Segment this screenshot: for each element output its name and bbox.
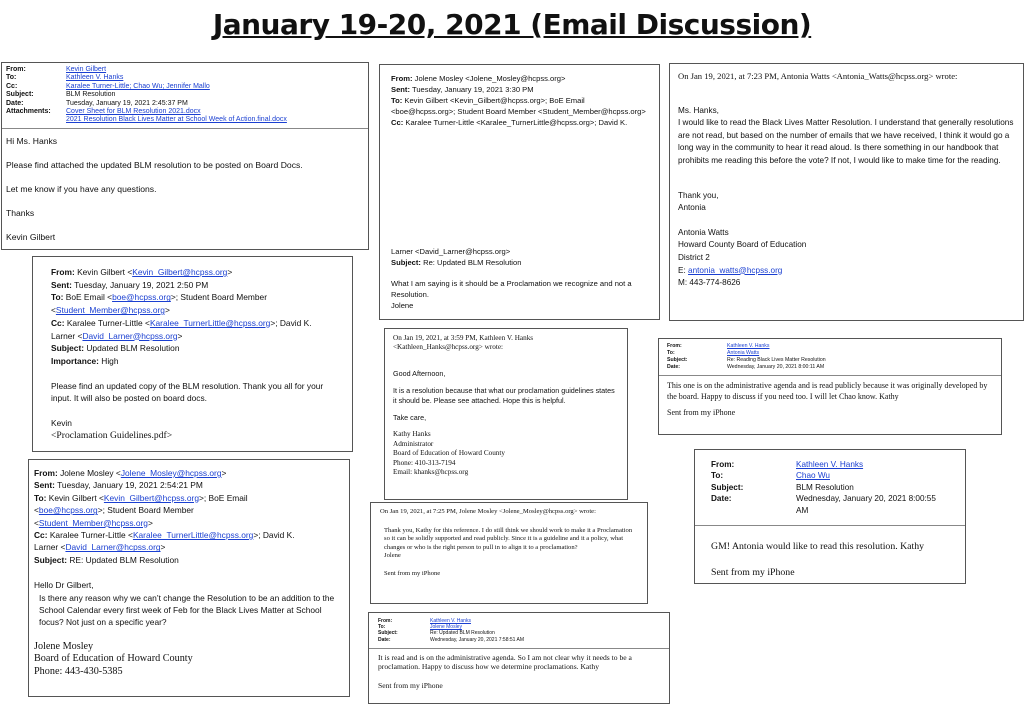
greeting: Ms. Hanks, [678, 105, 719, 115]
header-value: Tuesday, January 19, 2021 3:30 PM [411, 85, 534, 94]
greeting: Hello Dr Gilbert, [34, 580, 94, 591]
header-value: > [160, 542, 166, 553]
email-card-mosley-reply [379, 64, 660, 320]
attachment-link[interactable]: Cover Sheet for BLM Resolution 2021.docx [66, 108, 201, 116]
header-key: Sent: [34, 480, 55, 491]
body-paragraph: Please find attached the updated BLM resolution to be posted on Board Docs. [6, 159, 303, 170]
header-cc-cont [34, 541, 344, 553]
header-cc [391, 117, 648, 128]
sig-org: Howard County Board of Education [678, 240, 807, 250]
header-key: Attachments: [6, 108, 51, 116]
header-key: From: [378, 618, 393, 624]
header-key: From: [711, 460, 735, 469]
sig-org: Board of Education of Howard County [34, 653, 193, 665]
header-row [6, 74, 364, 82]
header-value: >; Student Board Member [170, 292, 267, 303]
email-card-mosley-proclamation [370, 502, 648, 604]
header-key: To: [667, 350, 675, 356]
closing: Thank you, [678, 190, 719, 200]
email-body-block [695, 526, 965, 584]
header-row [6, 116, 364, 124]
email-link[interactable]: Student_Member@hcpss.org [55, 305, 165, 316]
header-link[interactable]: Kathleen V. Hanks [727, 343, 770, 349]
email-card-hanks-to-watts [658, 338, 1002, 435]
body-paragraph: Thanks [6, 207, 35, 218]
sig-district: District 2 [678, 252, 710, 262]
email-header-block [659, 339, 1001, 375]
header-value: >; David K. [270, 317, 312, 328]
header-key: Subject: [391, 258, 421, 267]
sig-phone: Phone: 410-313-7194 [393, 458, 456, 467]
header-row [378, 637, 660, 643]
header-subject [391, 257, 651, 268]
header-link[interactable]: Kathleen V. Hanks [796, 460, 864, 469]
header-key: Date: [6, 99, 24, 107]
email-header-block [695, 450, 965, 525]
header-value: Wednesday, January 20, 2021 7:58:51 AM [430, 636, 525, 643]
header-value: Kevin Gilbert <Kevin_Gilbert@hcpss.org>; BoE Email <boe@hcpss.org>; Student Board Member <Student_Member@hcpss.org> [391, 96, 646, 116]
header-key [6, 116, 66, 124]
header-key: Date: [378, 636, 391, 643]
header-row [6, 108, 364, 116]
email-body: It is a resolution because that what our proclamation guidelines states it should be. Please see attached. Hope this is helpful. [393, 386, 615, 405]
header-key: Sent: [391, 85, 410, 94]
header-value: Wednesday, January 20, 2021 8:00:11 AM [727, 364, 825, 370]
header-key: Subject: [667, 357, 688, 363]
header-link[interactable]: Antonia Watts [727, 350, 760, 356]
email-link[interactable]: David_Larner@hcpss.org [82, 330, 178, 341]
header-to-cont [34, 517, 344, 529]
sig-email [678, 265, 1015, 278]
header-value: >; Student Board Member [97, 505, 194, 516]
email-card-hanks-reply [384, 328, 628, 500]
email-intro: On Jan 19, 2021, at 7:23 PM, Antonia Watts <Antonia_Watts@hcpss.org> wrote: [678, 71, 958, 81]
email-card-gilbert-to-hanks [1, 62, 369, 250]
header-value: > [147, 517, 153, 528]
header-link[interactable]: Kathleen V. Hanks [66, 74, 124, 82]
header-row [6, 83, 364, 91]
header-from [51, 266, 334, 279]
header-value: BoE Email < [65, 292, 113, 303]
header-key: From: [51, 267, 75, 277]
header-value: Kevin Gilbert < [77, 267, 133, 277]
header-key: Subject: [711, 482, 744, 492]
greeting: Hi Ms. Hanks [6, 135, 58, 146]
email-card-hanks-to-wu [694, 449, 966, 584]
email-link[interactable]: antonia_watts@hcpss.org [688, 265, 783, 275]
header-key: Cc: [391, 118, 404, 127]
sig-title: Administrator [393, 439, 434, 448]
header-key: To: [34, 492, 47, 503]
email-link[interactable]: Jolene_Mosley@hcpss.org [120, 468, 222, 478]
header-value: RE: Updated BLM Resolution [69, 554, 179, 565]
header-subject [51, 342, 334, 355]
sig-name: Jolene Mosley [34, 640, 94, 652]
header-row [667, 343, 993, 350]
header-value: Re: Updated BLM Resolution [423, 258, 522, 267]
signature: Jolene [391, 301, 414, 310]
header-value: Re: Reading Black Lives Matter Resolution [727, 357, 826, 363]
email-label: E: [678, 265, 686, 275]
header-key: Subject: [34, 554, 68, 565]
email-intro: On Jan 19, 2021, at 3:59 PM, Kathleen V. Hanks <Kathleen_Hanks@hcpss.org> wrote: [393, 334, 534, 352]
header-from [34, 467, 344, 479]
header-key: Importance: [51, 355, 99, 366]
email-intro: On Jan 19, 2021, at 7:25 PM, Jolene Mosley <Jolene_Mosley@hcpss.org> wrote: [380, 508, 596, 515]
signature: Jolene [384, 551, 401, 559]
email-body: Thank you, Kathy for this reference. I do still think we should work to make it a Proclamation so it can be solidly supported and read publicly. Since it is a guideline and it a policy, what changes or who is the right person to pull in to align it to a proclamation? [384, 527, 633, 551]
email-card-gilbert-updated [32, 256, 353, 452]
header-value: BLM Resolution [796, 482, 854, 492]
header-key: To: [711, 471, 724, 481]
sig-org: Board of Education of Howard County [393, 449, 505, 458]
header-to [51, 291, 334, 304]
header-sent [391, 84, 648, 95]
sent-from: Sent from my iPhone [384, 570, 441, 578]
header-value: Tuesday, January 19, 2021 2:54:21 PM [57, 480, 203, 491]
header-row [6, 100, 364, 108]
greeting: Good Afternoon, [393, 368, 446, 378]
header-key: Subject: [378, 630, 398, 637]
header-value: > [177, 330, 183, 341]
header-row [667, 350, 993, 357]
header-sent [51, 279, 334, 292]
email-body: It is read and is on the administrative agenda. So I am not clear why it needs to be a proclamation. Happy to discuss how we determine proclamations. Kathy [378, 652, 632, 672]
email-body-block [369, 649, 669, 695]
header-value: Karalee Turner-Little < [66, 317, 150, 328]
header-row [6, 91, 364, 99]
header-value: Wednesday, January 20, 2021 8:00:55 AM [796, 494, 936, 515]
header-cc-cont [51, 330, 334, 343]
header-key: To: [391, 96, 403, 105]
attachment-name[interactable]: <Proclamation Guidelines.pdf> [51, 429, 173, 441]
header-to-cont [51, 304, 334, 317]
header-value: BLM Resolution [66, 91, 116, 99]
header-value: Jolene Mosley < [60, 468, 121, 478]
email-body: Is there any reason why we can’t change the Resolution to be an addition to the School Calendar every first week of Feb for the Black Lives Matter at School focus? Not just on a specific year? [39, 592, 335, 628]
header-to [391, 95, 648, 117]
header-link[interactable]: Jolene Mosley [430, 624, 462, 631]
email-card-mosley-re [28, 459, 350, 697]
header-key: Cc: [6, 82, 18, 90]
signature: Kevin [51, 418, 72, 429]
sig-name: Kathy Hanks [393, 430, 431, 439]
header-value: Tuesday, January 19, 2021 2:45:37 PM [66, 99, 188, 107]
body-paragraph: Let me know if you have any questions. [6, 183, 157, 194]
header-row [667, 357, 993, 364]
email-body-block [659, 376, 1001, 424]
header-value: < [34, 517, 39, 528]
header-value: Karalee Turner-Little <Karalee_TurnerLittle@hcpss.org>; David K. [405, 118, 628, 127]
header-from [391, 73, 648, 84]
header-key: To: [378, 624, 386, 631]
header-row [667, 364, 993, 371]
header-value: < [51, 305, 56, 316]
header-value: Larner < [51, 330, 83, 341]
header-value: High [101, 355, 119, 366]
header-cc [51, 317, 334, 330]
header-row [711, 470, 949, 481]
header-link[interactable]: Karalee Turner-Little; Chao Wu; Jennifer Mallo [66, 82, 210, 90]
email-body: What I am saying is it should be a Proclamation we recognize and not a Resolution. [391, 279, 632, 299]
header-importance [51, 355, 334, 368]
header-key: Cc: [51, 317, 65, 328]
email-link[interactable]: Kevin_Gilbert@hcpss.org [103, 492, 199, 503]
header-link[interactable]: Chao Wu [796, 471, 830, 481]
email-link[interactable]: boe@hcpss.org [38, 505, 98, 516]
header-value: Updated BLM Resolution [86, 343, 180, 354]
header-key: Date: [667, 364, 680, 370]
email-card-hanks-to-mosley [368, 612, 670, 704]
header-link[interactable]: Kevin Gilbert [66, 66, 107, 73]
email-link[interactable]: Karalee_TurnerLittle@hcpss.org [149, 317, 271, 328]
header-key: From: [34, 468, 58, 478]
signature: Antonia [678, 203, 706, 213]
header-key: Date: [711, 494, 732, 504]
header-cc [34, 529, 344, 541]
sent-from: Sent from my iPhone [711, 567, 795, 579]
attachment-link[interactable]: 2021 Resolution Black Lives Matter at School Week of Action.final.docx [66, 116, 287, 124]
page-title: January 19-20, 2021 (Email Discussion) [212, 8, 812, 41]
header-key: From: [667, 343, 682, 349]
header-value: > [164, 305, 170, 316]
sent-from: Sent from my iPhone [667, 408, 736, 417]
header-to [34, 492, 344, 504]
header-key: Cc: [34, 530, 48, 541]
sig-phone: M: 443-774-8626 [678, 278, 741, 288]
email-link[interactable]: Karalee_TurnerLittle@hcpss.org [132, 530, 254, 541]
email-card-watts [669, 63, 1024, 321]
header-key: Subject: [6, 91, 34, 99]
header-cc-cont: Larner <David_Larner@hcpss.org> [391, 247, 511, 256]
sig-email: Email: khanks@hcpss.org [393, 468, 469, 477]
closing: Take care, [393, 413, 427, 423]
header-row [711, 493, 949, 516]
email-header-block [380, 65, 659, 136]
header-link[interactable]: Kathleen V. Hanks [430, 618, 471, 624]
header-key: Sent: [51, 279, 72, 290]
header-value: Re: Updated BLM Resolution [430, 630, 495, 637]
email-link[interactable]: Kevin_Gilbert@hcpss.org [132, 267, 228, 277]
header-to-cont [34, 504, 344, 516]
header-row [711, 459, 949, 470]
email-header-block [369, 613, 669, 648]
email-link[interactable]: David_Larner@hcpss.org [65, 542, 161, 553]
header-row [6, 66, 364, 74]
sent-from: Sent from my iPhone [378, 681, 443, 690]
header-value: Karalee Turner-Little < [49, 530, 133, 541]
email-body [2, 129, 368, 250]
email-header-block [2, 63, 368, 128]
header-value: Kevin Gilbert < [48, 492, 104, 503]
header-key: To: [51, 292, 64, 303]
header-key: Subject: [51, 343, 85, 354]
email-body: Please find an updated copy of the BLM resolution. Thank you all for your input. It will also be posted on board docs. [51, 380, 324, 404]
sig-name: Antonia Watts [678, 227, 729, 237]
header-sent [34, 479, 344, 491]
header-value: Jolene Mosley <Jolene_Mosley@hcpss.org> [414, 74, 566, 83]
header-value: Tuesday, January 19, 2021 2:50 PM [74, 279, 209, 290]
header-value: >; BoE Email [199, 492, 248, 503]
sig-phone: Phone: 443-430-5385 [34, 666, 123, 678]
email-body: This one is on the administrative agenda and is read publicly because it was originally developed by the board. Happy to discuss if you need too. I will let Chao know. Kathy [667, 381, 988, 401]
header-key: To: [6, 74, 17, 82]
email-continued [391, 246, 651, 311]
header-value: Larner < [34, 542, 66, 553]
header-subject [34, 554, 344, 566]
email-link[interactable]: Student_Member@hcpss.org [38, 517, 148, 528]
signature: Kevin Gilbert [6, 231, 56, 242]
email-link[interactable]: boe@hcpss.org [112, 292, 171, 303]
header-key: From: [391, 74, 413, 83]
header-key: From: [6, 66, 26, 73]
email-body: GM! Antonia would like to read this resolution. Kathy [711, 541, 925, 553]
email-body: I would like to read the Black Lives Matter Resolution. I understand that generally resolutions are not read, but based on the number of emails that we have received, I think it would go a long way in the community to hear it read aloud. Is there something in our handbook that prohibits me reading this before the vote? If not, I would like to make time for the reading. [678, 118, 1014, 165]
header-value: < [34, 505, 39, 516]
header-value: > [221, 468, 227, 478]
header-value: >; David K. [253, 530, 295, 541]
header-row [711, 482, 949, 493]
header-value: > [227, 267, 233, 277]
